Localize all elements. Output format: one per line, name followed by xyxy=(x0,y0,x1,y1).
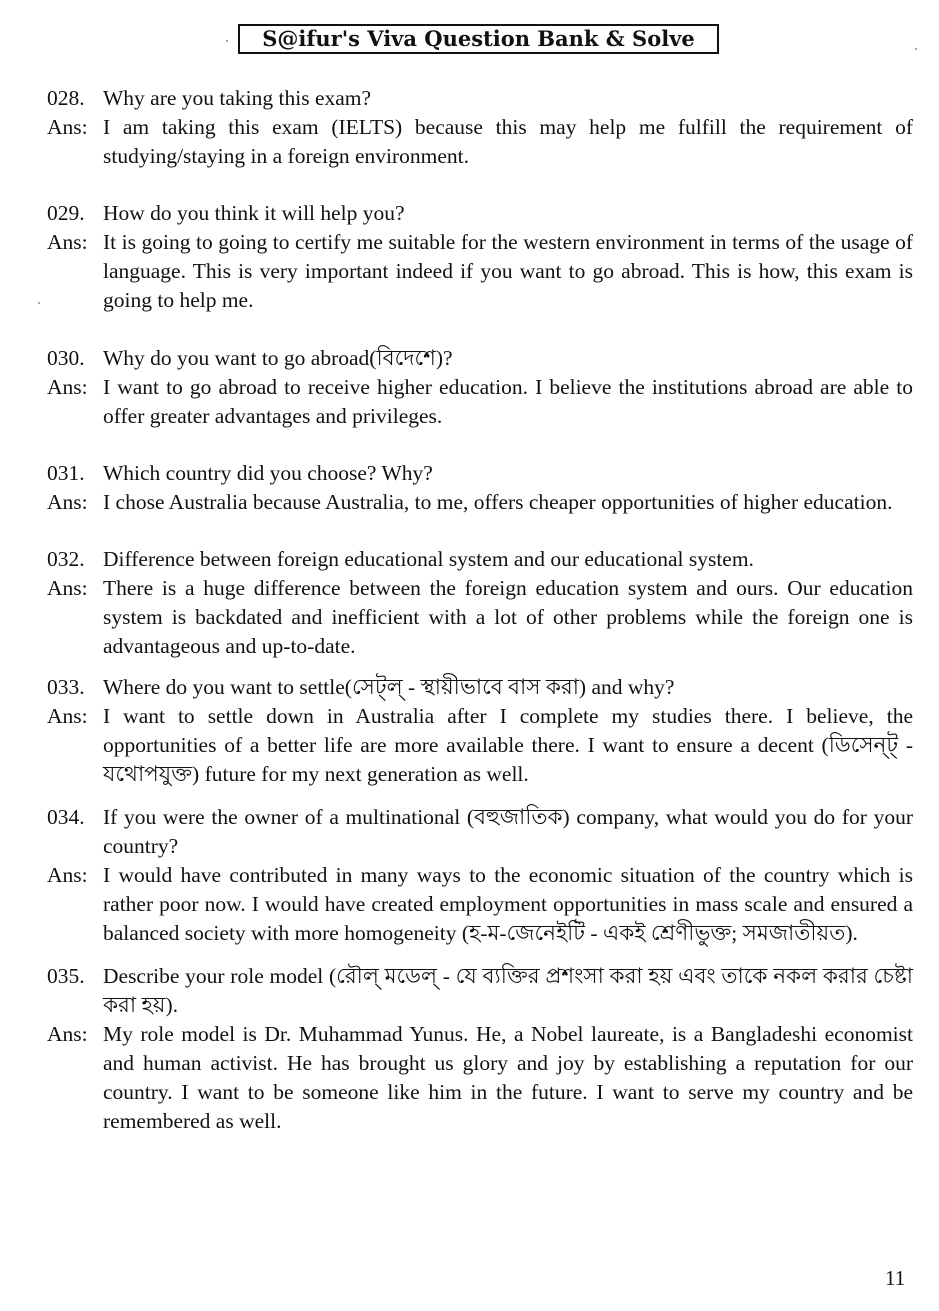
qa-list xyxy=(47,84,913,1136)
question-number: 028. xyxy=(47,86,85,110)
answer-text: I chose Australia because Australia, to me, offers cheaper opportunities of higher education. xyxy=(103,490,893,514)
answer-label: Ans: xyxy=(47,375,88,399)
question-text: Where do you want to settle(সেট্‌ল্‌ - স্থায়ীভাবে বাস করা) and why? xyxy=(103,675,675,699)
question-row xyxy=(47,803,913,861)
question-row xyxy=(47,459,913,488)
answer-label: Ans: xyxy=(47,1022,88,1046)
answer-text: I would have contributed in many ways to the economic situation of the country which is rather poor now. I would have created employment opportunities in mass scale and ensured a balanced society with more homogeneity (হ-ম-জেনেইটি - একই শ্রেণীভুক্ত; সমজাতীয়ত). xyxy=(103,863,913,945)
question-row xyxy=(47,962,913,1020)
qa-item-031 xyxy=(47,459,913,517)
question-row xyxy=(47,545,913,574)
answer-label: Ans: xyxy=(47,490,88,514)
question-text: How do you think it will help you? xyxy=(103,201,405,225)
scan-speck xyxy=(38,302,40,304)
answer-text: There is a huge difference between the foreign education system and ours. Our education system is backdated and inefficient with a lot of other problems while the foreign one is advantageous and up-to-date. xyxy=(103,576,913,658)
question-number: 032. xyxy=(47,547,85,571)
qa-item-030 xyxy=(47,344,913,431)
answer-row xyxy=(47,861,913,948)
question-number: 035. xyxy=(47,964,85,988)
answer-row xyxy=(47,702,913,789)
answer-row xyxy=(47,373,913,431)
answer-text: My role model is Dr. Muhammad Yunus. He, a Nobel laureate, is a Bangladeshi economist and human activist. He has brought us glory and joy by establishing a reputation for our country. I want to be someone like him in the future. I want to serve my country and be remembered as well. xyxy=(103,1022,913,1133)
answer-row xyxy=(47,113,913,171)
question-number: 031. xyxy=(47,461,85,485)
qa-item-033 xyxy=(47,673,913,789)
question-number: 029. xyxy=(47,201,85,225)
answer-label: Ans: xyxy=(47,863,88,887)
scan-speck xyxy=(226,40,228,42)
page-header-title: S@ifur's Viva Question Bank & Solve xyxy=(238,24,719,54)
question-number: 030. xyxy=(47,346,85,370)
question-text: Why are you taking this exam? xyxy=(103,86,372,110)
answer-row xyxy=(47,1020,913,1136)
qa-item-035 xyxy=(47,962,913,1136)
answer-label: Ans: xyxy=(47,704,88,728)
answer-row xyxy=(47,488,913,517)
answer-text: It is going to going to certify me suitable for the western environment in terms of the usage of language. This is very important indeed if you want to go abroad. This is how, this exam is going to help me. xyxy=(103,230,913,312)
question-row xyxy=(47,84,913,113)
question-text: Describe your role model (রৌল্‌ মডেল্‌ - যে ব্যক্তির প্রশংসা করা হয় এবং তাকে নকল করার চেষ্টা করা হয়). xyxy=(103,964,913,1017)
qa-item-034 xyxy=(47,803,913,948)
qa-item-032 xyxy=(47,545,913,661)
answer-text: I am taking this exam (IELTS) because this may help me fulfill the requirement of studying/staying in a foreign environment. xyxy=(103,115,913,168)
page-number: 11 xyxy=(885,1266,906,1290)
answer-row xyxy=(47,228,913,315)
answer-label: Ans: xyxy=(47,230,88,254)
question-row xyxy=(47,199,913,228)
question-text: Which country did you choose? Why? xyxy=(103,461,433,485)
qa-item-028 xyxy=(47,84,913,171)
question-text: If you were the owner of a multinational (বহুজাতিক) company, what would you do for your country? xyxy=(103,805,913,858)
question-number: 034. xyxy=(47,805,85,829)
question-text: Difference between foreign educational system and our educational system. xyxy=(103,547,754,571)
question-row xyxy=(47,344,913,373)
answer-text: I want to settle down in Australia after I complete my studies there. I believe, the opportunities of a better life are more available there. I want to ensure a decent (ডিসেন্‌ট্‌ - যথোপযুক্ত) future for my next generation as well. xyxy=(103,704,913,786)
question-row xyxy=(47,673,913,702)
qa-item-029 xyxy=(47,199,913,315)
answer-row xyxy=(47,574,913,661)
answer-label: Ans: xyxy=(47,115,88,139)
question-text: Why do you want to go abroad(বিদেশে)? xyxy=(103,346,453,370)
answer-label: Ans: xyxy=(47,576,88,600)
question-number: 033. xyxy=(47,675,85,699)
scan-speck xyxy=(915,48,917,50)
answer-text: I want to go abroad to receive higher education. I believe the institutions abroad are able to offer greater advantages and privileges. xyxy=(103,375,913,428)
